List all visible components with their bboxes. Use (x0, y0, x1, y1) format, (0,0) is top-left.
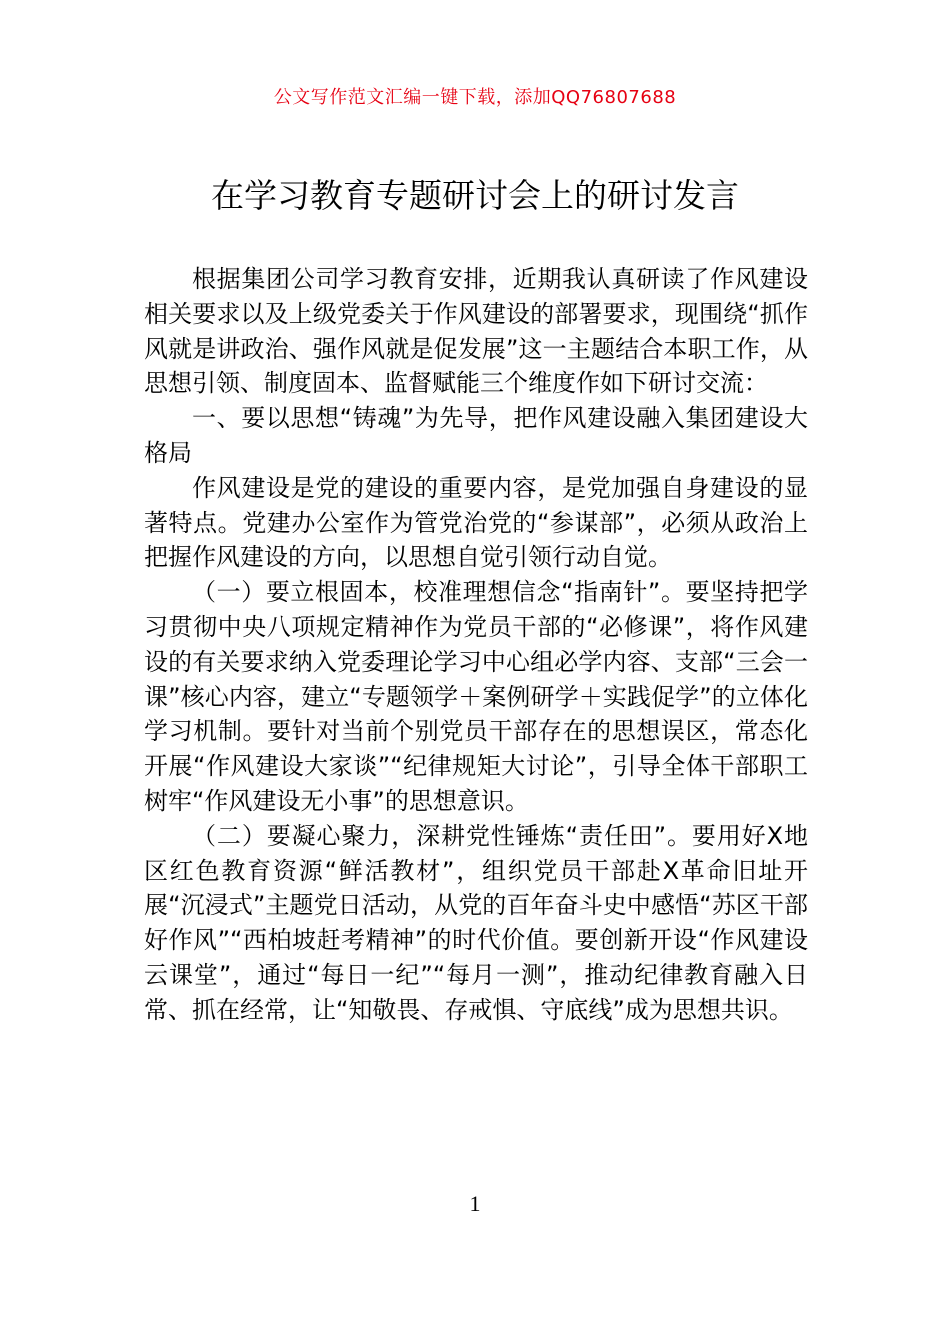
paragraph-subsection-1: （一）要立根固本，校准理想信念“指南针”。要坚持把学习贯彻中央八项规定精神作为党员干部的“必修课”，将作风建设的有关要求纳入党委理论学习中心组必学内容、支部“三会一课”核心内容，建立“专题领学＋案例研学＋实践促学”的立体化学习机制。要针对当前个别党员干部存在的思想误区，常态化开展“作风建设大家谈”“纪律规矩大讨论”，引导全体干部职工树牢“作风建设无小事”的思想意识。 (144, 578, 808, 815)
document-title: 在学习教育专题研讨会上的研讨发言 (211, 176, 739, 215)
page-number: 1 (469, 1191, 481, 1216)
section-heading-1: 一、要以思想“铸魂”为先导，把作风建设融入集团建设大格局 (144, 404, 808, 467)
document-body (144, 262, 808, 1028)
paragraph-intro: 根据集团公司学习教育安排，近期我认真研读了作风建设相关要求以及上级党委关于作风建设的部署要求，现围绕“抓作风就是讲政治、强作风就是促发展”这一主题结合本职工作，从思想引领、制度固本、监督赋能三个维度作如下研讨交流： (144, 265, 808, 398)
paragraph-section-1-intro: 作风建设是党的建设的重要内容，是党加强自身建设的显著特点。党建办公室作为管党治党的“参谋部”，必须从政治上把握作风建设的方向，以思想自觉引领行动自觉。 (144, 473, 808, 572)
header-promo-text: 公文写作范文汇编一键下载，添加QQ76807688 (273, 87, 677, 108)
paragraph-subsection-2: （二）要凝心聚力，深耕党性锤炼“责任田”。要用好X地区红色教育资源“鲜活教材”，组织党员干部赴X革命旧址开展“沉浸式”主题党日活动，从党的百年奋斗史中感悟“苏区干部好作风”“西柏坡赶考精神”的时代价值。要创新开设“作风建设云课堂”，通过“每日一纪”“每月一测”，推动纪律教育融入日常、抓在经常，让“知敬畏、存戒惧、守底线”成为思想共识。 (144, 821, 808, 1024)
